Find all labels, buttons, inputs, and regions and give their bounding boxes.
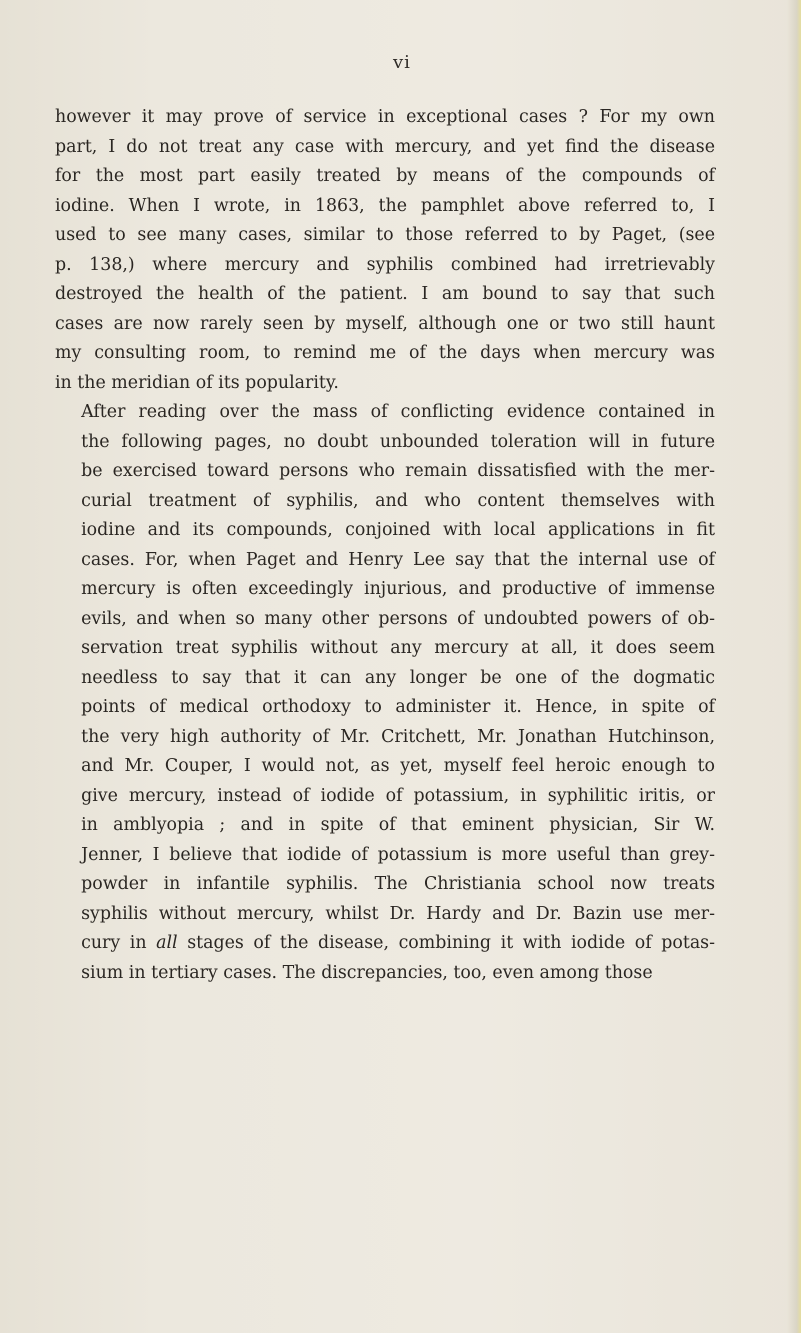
text-line-with-italic xyxy=(55,929,715,959)
text-line: Jenner, I believe that iodide of potassium is more useful than grey- xyxy=(81,844,715,865)
text-line: syphilis without mercury, whilst Dr. Hardy and Dr. Bazin use mer- xyxy=(81,903,715,924)
text-line: my consulting room, to remind me of the days when mercury was xyxy=(55,343,715,363)
text-line: points of medical orthodoxy to administer it. Hence, in spite of xyxy=(81,697,715,717)
text-fragment: stages of the disease, combining it with iodide of potas- xyxy=(177,933,715,953)
text-line: in the meridian of its popularity. xyxy=(55,372,339,393)
text-line: give mercury, instead of iodide of potassium, in syphilitic iritis, or xyxy=(81,785,715,806)
text-line: be exercised toward persons who remain dissatisfied with the mer- xyxy=(81,461,715,481)
text-line: the very high authority of Mr. Critchett, Mr. Jonathan Hutchinson, xyxy=(81,726,715,747)
text-line: in amblyopia ; and in spite of that eminent physician, Sir W. xyxy=(81,815,715,835)
page-number: vi xyxy=(393,52,411,73)
text-line: curial treatment of syphilis, and who content themselves with xyxy=(81,490,715,511)
text-line: servation treat syphilis without any mercury at all, it does seem xyxy=(81,638,715,658)
text-line: the following pages, no doubt unbounded toleration will in future xyxy=(81,431,715,452)
text-line: mercury is often exceedingly injurious, and productive of immense xyxy=(81,579,715,599)
text-line: and Mr. Couper, I would not, as yet, myself feel heroic enough to xyxy=(81,756,715,776)
text-line: iodine. When I wrote, in 1863, the pamphlet above referred to, I xyxy=(55,195,715,216)
text-line: destroyed the health of the patient. I am bound to say that such xyxy=(55,284,715,304)
text-line: After reading over the mass of conflicting evidence contained in xyxy=(81,402,715,422)
text-line: cases. For, when Paget and Henry Lee say that the internal use of xyxy=(81,549,715,570)
text-line: however it may prove of service in exceptional cases ? For my own xyxy=(55,107,715,127)
text-line: sium in tertiary cases. The discrepancies, too, even among those xyxy=(81,962,653,983)
paragraph-1 xyxy=(55,103,715,398)
text-line: needless to say that it can any longer be one of the dogmatic xyxy=(81,667,715,688)
text-line: for the most part easily treated by means of the compounds of xyxy=(55,166,715,186)
italic-word: all xyxy=(156,933,178,953)
text-line: iodine and its compounds, conjoined with local applications in fit xyxy=(81,520,715,540)
text-line: part, I do not treat any case with mercury, and yet find the disease xyxy=(55,136,715,157)
text-line: evils, and when so many other persons of undoubted powers of ob- xyxy=(81,608,715,629)
text-line: p. 138,) where mercury and syphilis combined had irretrievably xyxy=(55,254,715,275)
paragraph-2 xyxy=(55,398,715,988)
body-text xyxy=(55,103,715,988)
text-line: cases are now rarely seen by myself, although one or two still haunt xyxy=(55,313,715,334)
text-line: powder in infantile syphilis. The Christiania school now treats xyxy=(81,874,715,894)
text-line: used to see many cases, similar to those referred to by Paget, (see xyxy=(55,225,715,245)
text-fragment: cury in xyxy=(81,933,157,953)
page-edge-shadow xyxy=(787,0,801,1333)
